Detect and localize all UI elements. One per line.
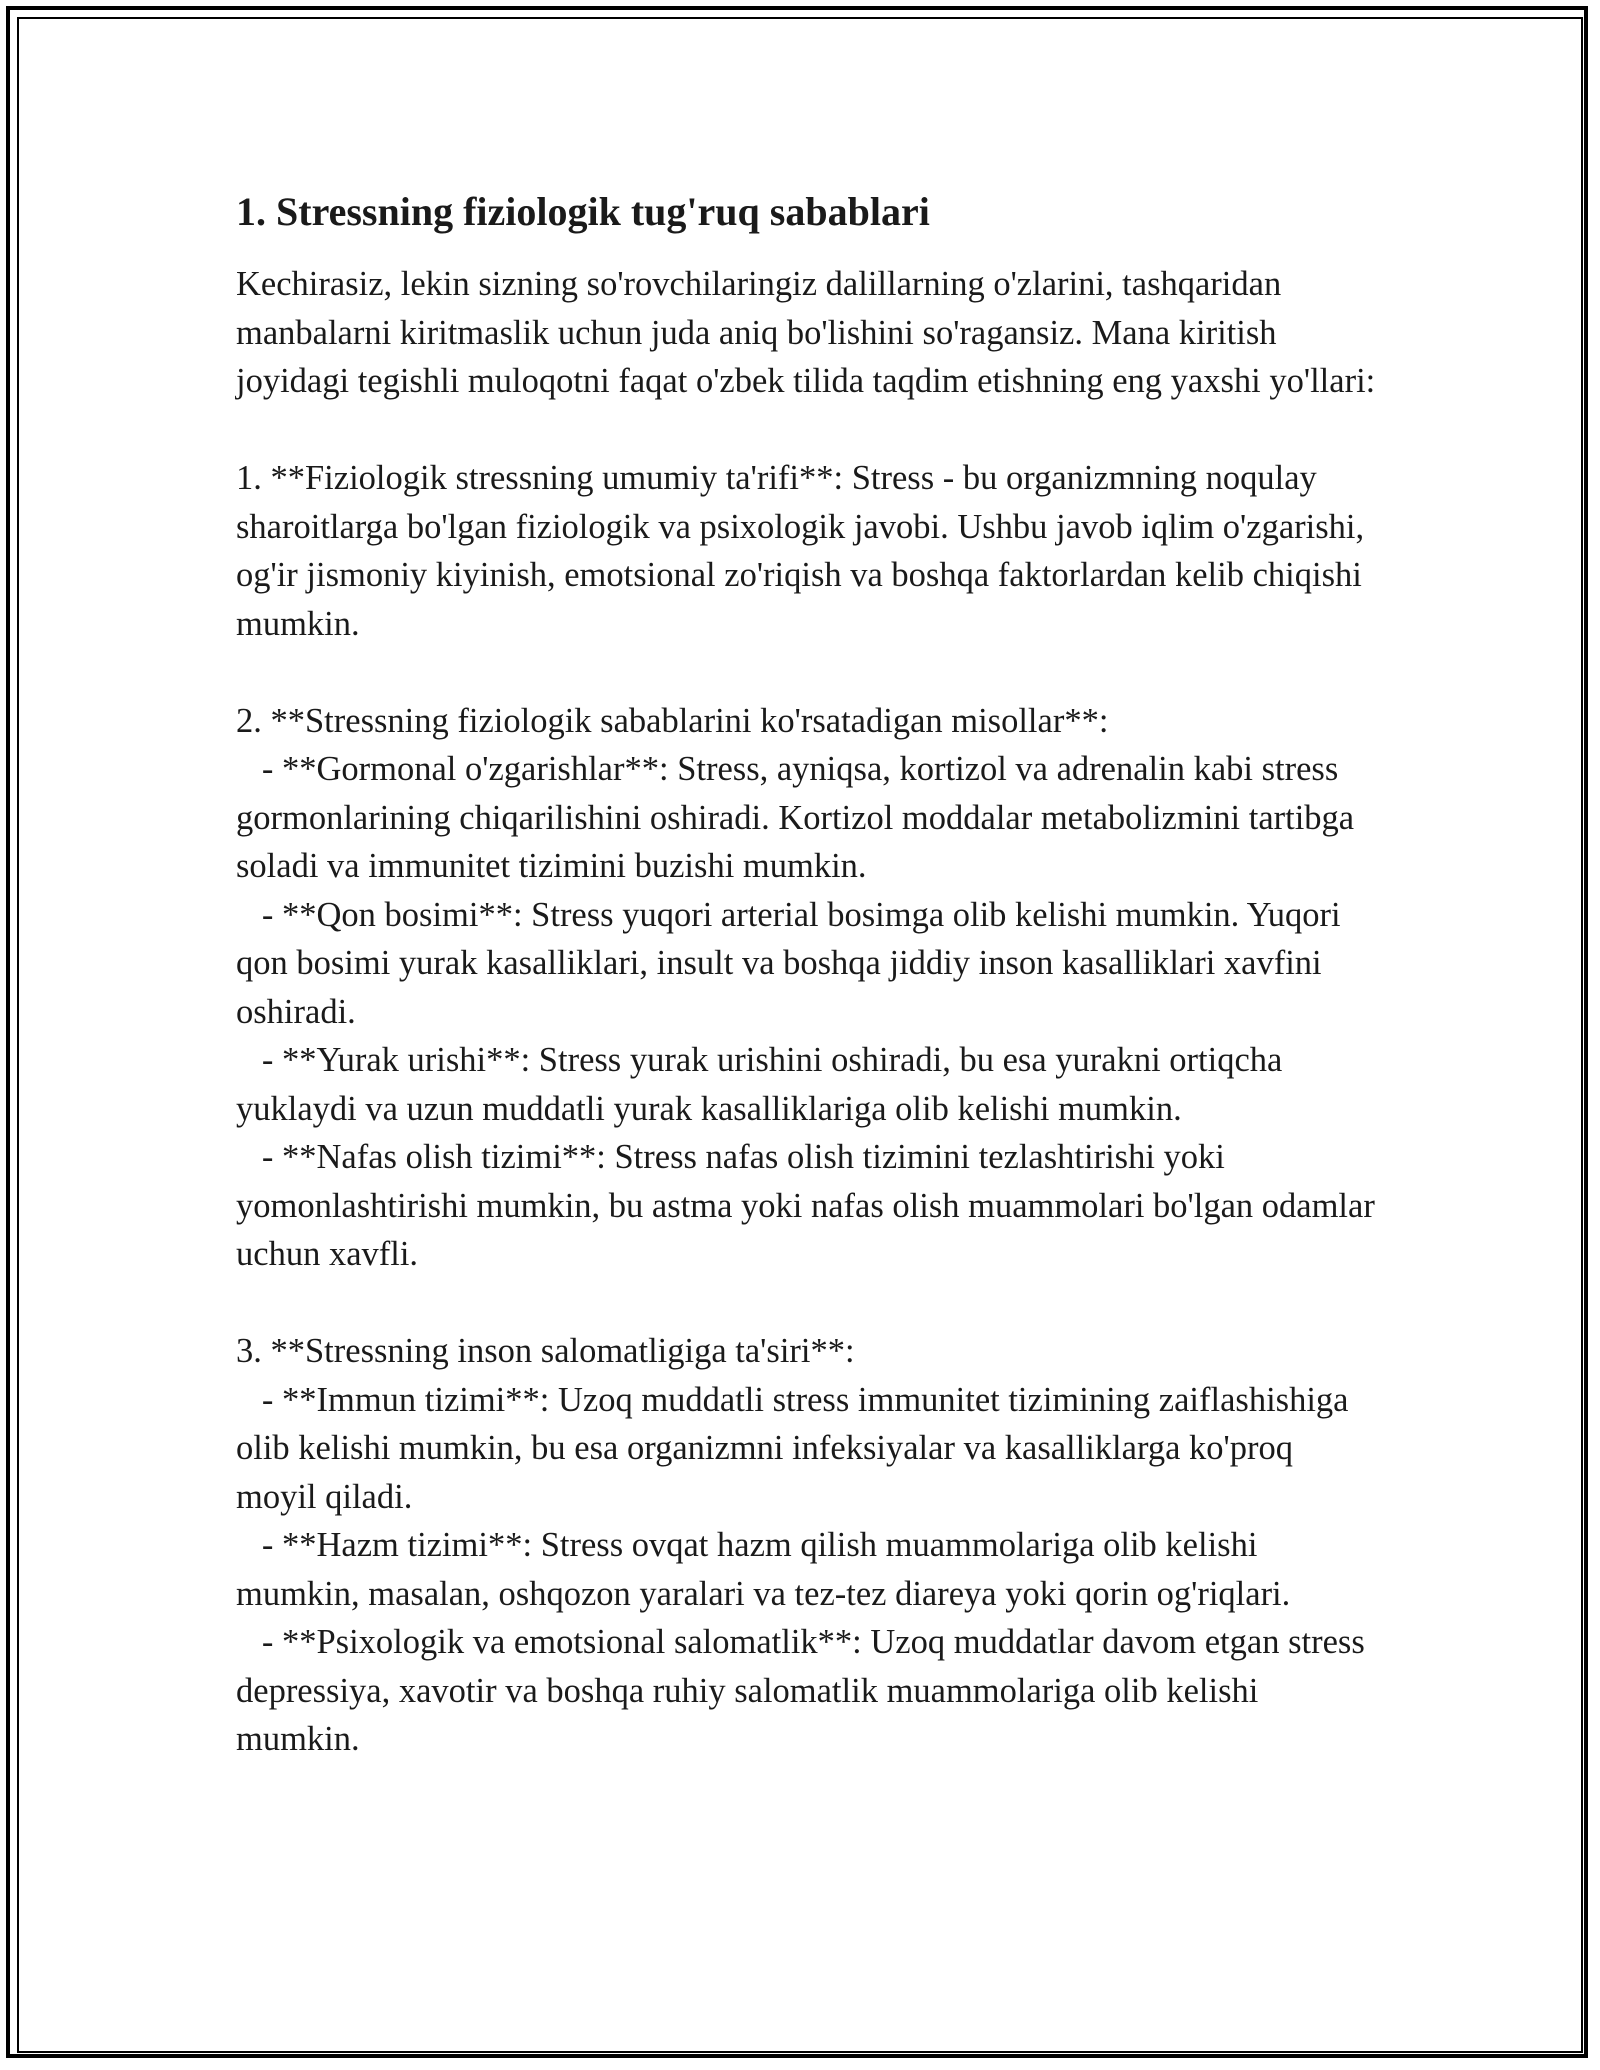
document-body: Kechirasiz, lekin sizning so'rovchilaringiz dalillarning o'zlarini, tashqaridan manbalarni kiritmaslik uchun juda aniq bo'lishini so'ragansiz. Mana kiritish joyidagi tegishli muloqotni faqat o'zbek tilida taqdim etishning eng yaxshi yo'llari: 1. **Fiziologik stressning umumiy ta'rifi**: Stress - bu organizmning noqulay sharoitlarga bo'lgan fiziologik va psixologik javobi. Ushbu javob iqlim o'zgarishi, og'ir jismoniy kiyinish, emotsional zo'riqish va boshqa faktorlardan kelib chiqishi mumkin. 2. **Stressning fiziologik sabablarini ko'rsatadigan misollar**: - **Gormonal o'zgarishlar**: Stress, ayniqsa, kortizol va adrenalin kabi stress gormonlarining chiqarilishini oshiradi. Kortizol moddalar metabolizmini tartibga soladi va immunitet tizimini buzishi mumkin. - **Qon bosimi**: Stress yuqori arterial bosimga olib kelishi mumkin. Yuqori qon bosimi yurak kasalliklari, insult va boshqa jiddiy inson kasalliklari xavfini oshiradi. - **Yurak urishi**: Stress yurak urishini oshiradi, bu esa yurakni ortiqcha yuklaydi va uzun muddatli yurak kasalliklariga olib kelishi mumkin. - **Nafas olish tizimi**: Stress nafas olish tizimini tezlashtirishi yoki yomonlashtirishi mumkin, bu astma yoki nafas olish muammolari bo'lgan odamlar uchun xavfli. 3. **Stressning inson salomatligiga ta'siri**: - **Immun tizimi**: Uzoq muddatli stress immunitet tizimining zaiflashishiga olib kelishi mumkin, bu esa organizmni infeksiyalar va kasalliklarga ko'proq moyil qiladi. - **Hazm tizimi**: Stress ovqat hazm qilish muammolariga olib kelishi mumkin, masalan, oshqozon yaralari va tez-tez diareya yoki qorin og'riqlari. - **Psixologik va emotsional salomatlik**: Uzoq muddatlar davom etgan stress depressiya, xavotir va boshqa ruhiy salomatlik muammolariga olib kelishi mumkin.: [236, 265, 1376, 1758]
document-content: [236, 186, 1376, 1764]
document-title: 1. Stressning fiziologik tug'ruq sabablari: [236, 189, 930, 234]
